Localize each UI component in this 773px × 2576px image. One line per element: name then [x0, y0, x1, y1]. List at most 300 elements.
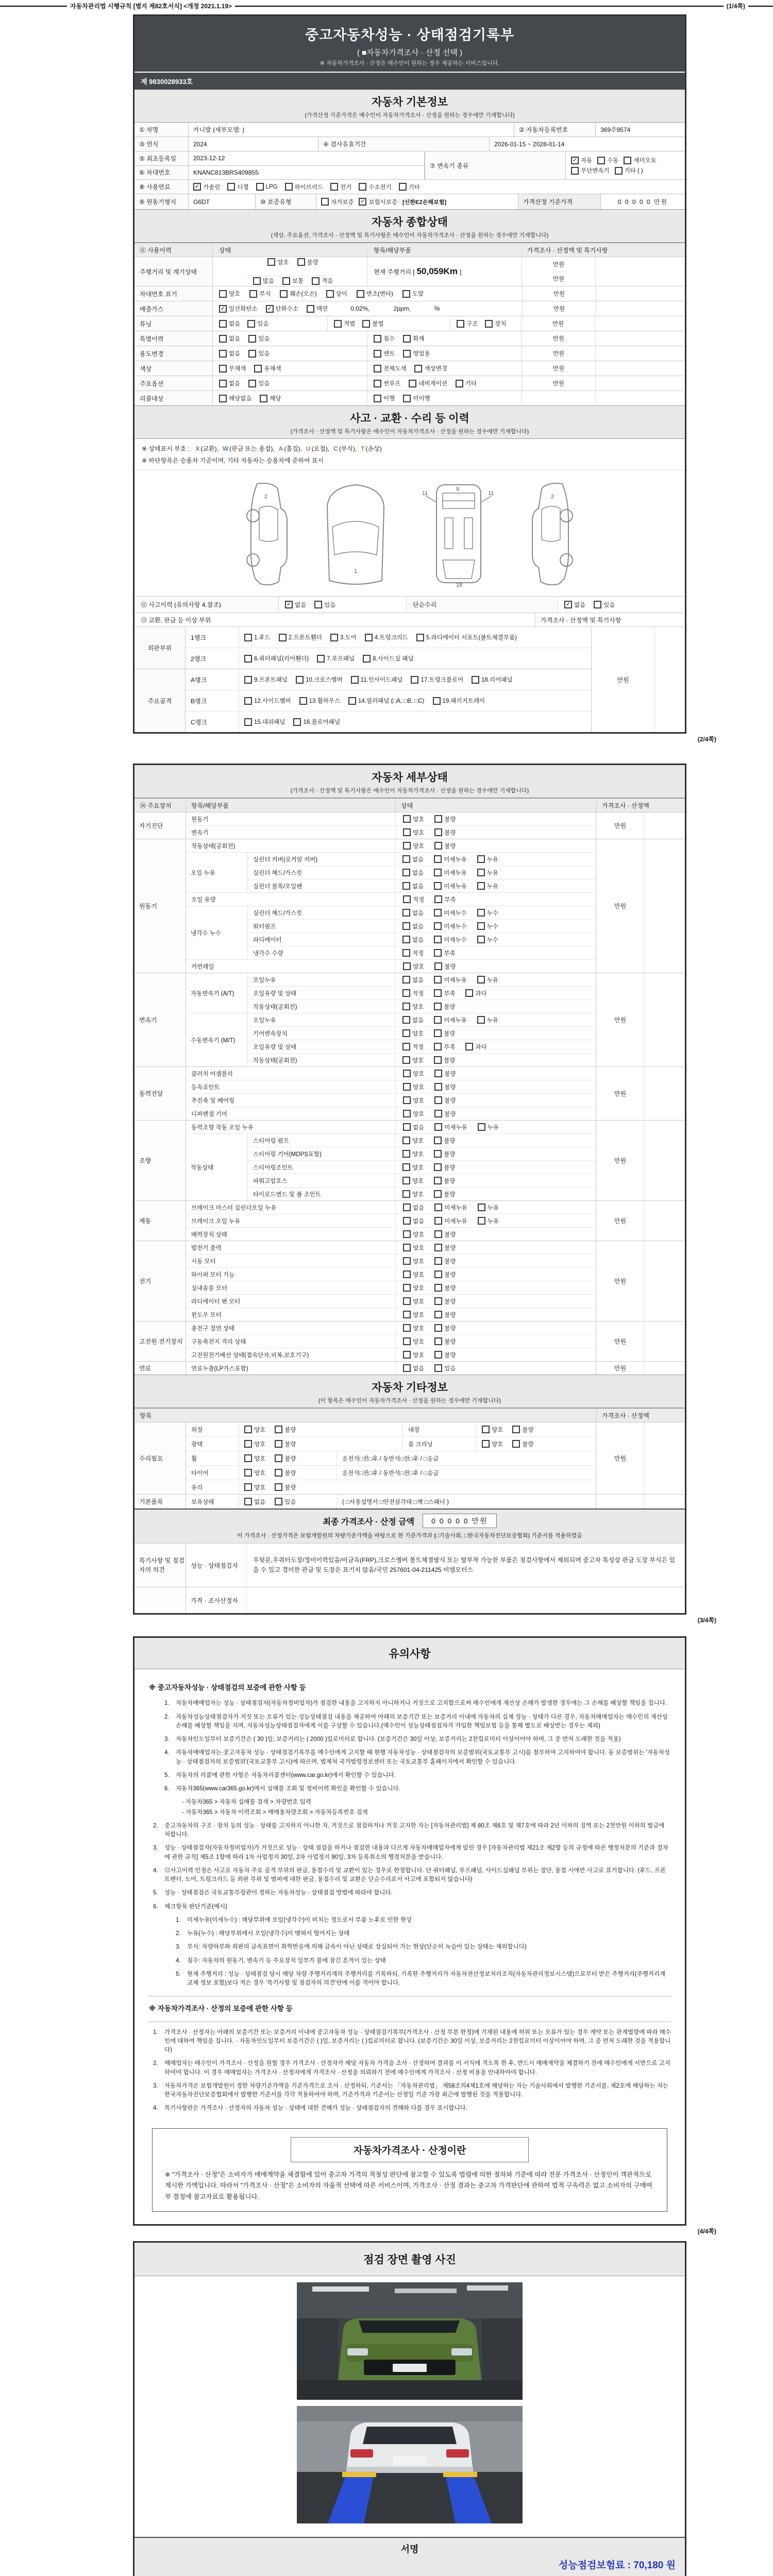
checkbox-option[interactable]: [434, 1217, 467, 1225]
checkbox-unchecked-icon[interactable]: [402, 1029, 410, 1037]
checkbox-option[interactable]: [193, 183, 220, 191]
checkbox-unchecked-icon[interactable]: [434, 976, 442, 984]
checkbox-unchecked-icon[interactable]: [312, 277, 320, 285]
checkbox-option[interactable]: [403, 394, 430, 402]
checkbox-unchecked-icon[interactable]: [365, 634, 373, 641]
checkbox-option[interactable]: [434, 1177, 455, 1185]
checkbox-unchecked-icon[interactable]: [477, 855, 485, 863]
checkbox-unchecked-icon[interactable]: [247, 320, 255, 328]
checkbox-unchecked-icon[interactable]: [244, 697, 252, 705]
checkbox-unchecked-icon[interactable]: [403, 1123, 411, 1131]
checkbox-option[interactable]: [482, 1426, 503, 1434]
checkbox-unchecked-icon[interactable]: [512, 1426, 520, 1433]
checkbox-option[interactable]: [403, 1257, 424, 1265]
checkbox-option[interactable]: [402, 922, 424, 930]
checkbox-option[interactable]: [472, 675, 512, 684]
checkbox-option[interactable]: [359, 183, 391, 191]
checkbox-option[interactable]: [409, 379, 447, 387]
checkbox-unchecked-icon[interactable]: [402, 976, 410, 984]
checkbox-option[interactable]: [434, 949, 455, 957]
checkbox-option[interactable]: [248, 379, 270, 387]
checkbox-option[interactable]: [512, 1426, 533, 1434]
checkbox-unchecked-icon[interactable]: [472, 676, 479, 684]
checkbox-option[interactable]: [434, 1070, 456, 1078]
checkbox-option[interactable]: [275, 1440, 296, 1448]
checkbox-option[interactable]: [219, 304, 258, 313]
checkbox-unchecked-icon[interactable]: [402, 869, 410, 876]
checkbox-unchecked-icon[interactable]: [434, 842, 442, 850]
checkbox-option[interactable]: [403, 1070, 424, 1078]
checkbox-unchecked-icon[interactable]: [434, 1123, 442, 1131]
checkbox-unchecked-icon[interactable]: [307, 305, 314, 313]
checkbox-unchecked-icon[interactable]: [465, 989, 473, 997]
checkbox-unchecked-icon[interactable]: [402, 1043, 410, 1050]
checkbox-unchecked-icon[interactable]: [256, 183, 264, 191]
checkbox-unchecked-icon[interactable]: [434, 1163, 442, 1171]
checkbox-checked-icon[interactable]: ✓: [193, 183, 201, 191]
checkbox-option[interactable]: [485, 319, 506, 328]
checkbox-unchecked-icon[interactable]: [359, 183, 366, 191]
checkbox-option[interactable]: [403, 1324, 424, 1332]
checkbox-option[interactable]: [285, 601, 306, 609]
checkbox-unchecked-icon[interactable]: [227, 183, 235, 191]
checkbox-unchecked-icon[interactable]: [374, 395, 381, 402]
checkbox-option[interactable]: [275, 1483, 296, 1492]
checkbox-option[interactable]: [434, 1016, 466, 1024]
checkbox-unchecked-icon[interactable]: [434, 1217, 442, 1225]
checkbox-option[interactable]: [434, 815, 456, 823]
checkbox-unchecked-icon[interactable]: [482, 1426, 490, 1433]
checkbox-option[interactable]: [219, 394, 251, 402]
checkbox-unchecked-icon[interactable]: [402, 936, 410, 943]
checkbox-option[interactable]: [477, 1016, 498, 1024]
checkbox-unchecked-icon[interactable]: [434, 1137, 442, 1144]
checkbox-option[interactable]: [365, 633, 408, 641]
checkbox-unchecked-icon[interactable]: [402, 1177, 410, 1184]
checkbox-unchecked-icon[interactable]: [434, 1177, 442, 1184]
checkbox-unchecked-icon[interactable]: [402, 949, 410, 957]
checkbox-unchecked-icon[interactable]: [434, 1311, 442, 1318]
checkbox-option[interactable]: [219, 334, 240, 343]
checkbox-option[interactable]: [434, 1003, 455, 1011]
checkbox-unchecked-icon[interactable]: [434, 1270, 442, 1278]
checkbox-unchecked-icon[interactable]: [297, 258, 305, 266]
checkbox-option[interactable]: [434, 1123, 467, 1131]
checkbox-option[interactable]: [434, 922, 466, 930]
checkbox-option[interactable]: [477, 909, 498, 917]
checkbox-option[interactable]: [296, 675, 343, 684]
checkbox-unchecked-icon[interactable]: [314, 601, 322, 608]
checkbox-option[interactable]: [244, 697, 291, 705]
checkbox-option[interactable]: [434, 895, 456, 904]
checkbox-unchecked-icon[interactable]: [402, 909, 410, 917]
checkbox-unchecked-icon[interactable]: [416, 634, 424, 641]
checkbox-unchecked-icon[interactable]: [219, 320, 227, 328]
checkbox-option[interactable]: [374, 394, 395, 402]
checkbox-unchecked-icon[interactable]: [244, 1440, 252, 1448]
checkbox-option[interactable]: [478, 1217, 499, 1225]
checkbox-unchecked-icon[interactable]: [362, 320, 370, 328]
checkbox-unchecked-icon[interactable]: [403, 1364, 411, 1372]
checkbox-option[interactable]: [403, 1204, 424, 1212]
checkbox-checked-icon[interactable]: ✓: [285, 601, 293, 608]
checkbox-unchecked-icon[interactable]: [403, 1257, 411, 1265]
checkbox-option[interactable]: [362, 319, 383, 328]
checkbox-option[interactable]: [403, 1297, 424, 1306]
checkbox-unchecked-icon[interactable]: [275, 1469, 282, 1477]
checkbox-option[interactable]: [334, 319, 355, 328]
checkbox-option[interactable]: [403, 842, 424, 850]
checkbox-option[interactable]: [403, 1270, 424, 1279]
checkbox-option[interactable]: [403, 1351, 424, 1359]
checkbox-unchecked-icon[interactable]: [330, 634, 338, 641]
checkbox-unchecked-icon[interactable]: [403, 1324, 411, 1332]
checkbox-option[interactable]: [275, 1469, 296, 1477]
checkbox-option[interactable]: [249, 290, 271, 298]
checkbox-unchecked-icon[interactable]: [434, 1029, 442, 1037]
checkbox-option[interactable]: [374, 349, 395, 358]
checkbox-unchecked-icon[interactable]: [402, 1150, 410, 1158]
checkbox-unchecked-icon[interactable]: [477, 909, 485, 917]
checkbox-option[interactable]: [403, 815, 424, 823]
checkbox-unchecked-icon[interactable]: [434, 1244, 442, 1251]
checkbox-unchecked-icon[interactable]: [402, 1056, 410, 1064]
checkbox-unchecked-icon[interactable]: [402, 1190, 410, 1198]
checkbox-option[interactable]: [434, 1056, 455, 1064]
checkbox-unchecked-icon[interactable]: [465, 1043, 473, 1050]
checkbox-unchecked-icon[interactable]: [403, 1110, 411, 1117]
checkbox-option[interactable]: [403, 1364, 424, 1372]
checkbox-option[interactable]: [312, 277, 333, 285]
checkbox-option[interactable]: [402, 290, 424, 298]
checkbox-unchecked-icon[interactable]: [244, 634, 252, 641]
checkbox-option[interactable]: [403, 1110, 424, 1118]
checkbox-option[interactable]: [402, 882, 424, 890]
checkbox-unchecked-icon[interactable]: [434, 895, 442, 903]
checkbox-option[interactable]: [275, 1498, 296, 1506]
checkbox-unchecked-icon[interactable]: [434, 1056, 442, 1064]
checkbox-unchecked-icon[interactable]: [285, 183, 293, 191]
checkbox-unchecked-icon[interactable]: [434, 1096, 442, 1104]
checkbox-option[interactable]: [434, 1204, 467, 1212]
checkbox-unchecked-icon[interactable]: [403, 815, 411, 823]
checkbox-option[interactable]: [402, 1190, 424, 1198]
checkbox-option[interactable]: [244, 1426, 265, 1434]
checkbox-option[interactable]: [411, 675, 463, 684]
checkbox-option[interactable]: [253, 277, 274, 285]
checkbox-unchecked-icon[interactable]: [477, 882, 485, 890]
checkbox-unchecked-icon[interactable]: [434, 882, 442, 890]
checkbox-option[interactable]: [434, 976, 466, 984]
checkbox-unchecked-icon[interactable]: [348, 697, 356, 705]
checkbox-unchecked-icon[interactable]: [434, 1284, 442, 1292]
checkbox-option[interactable]: [403, 334, 424, 343]
checkbox-unchecked-icon[interactable]: [434, 1351, 442, 1359]
checkbox-unchecked-icon[interactable]: [244, 1454, 252, 1462]
checkbox-unchecked-icon[interactable]: [434, 1297, 442, 1305]
checkbox-option[interactable]: [478, 1123, 499, 1131]
checkbox-option[interactable]: [317, 654, 355, 663]
checkbox-unchecked-icon[interactable]: [275, 1483, 282, 1491]
checkbox-unchecked-icon[interactable]: [403, 828, 411, 836]
checkbox-option[interactable]: [402, 1150, 424, 1158]
checkbox-unchecked-icon[interactable]: [275, 1498, 282, 1505]
checkbox-option[interactable]: [477, 869, 498, 877]
checkbox-unchecked-icon[interactable]: [326, 290, 334, 298]
checkbox-option[interactable]: [399, 183, 420, 191]
checkbox-unchecked-icon[interactable]: [434, 1110, 442, 1117]
checkbox-unchecked-icon[interactable]: [267, 258, 275, 266]
checkbox-option[interactable]: [434, 828, 456, 837]
checkbox-option[interactable]: [597, 156, 618, 164]
checkbox-unchecked-icon[interactable]: [403, 1284, 411, 1292]
checkbox-option[interactable]: [402, 1029, 424, 1038]
checkbox-option[interactable]: [477, 882, 498, 890]
checkbox-unchecked-icon[interactable]: [402, 1163, 410, 1171]
checkbox-unchecked-icon[interactable]: [477, 936, 485, 943]
checkbox-option[interactable]: [402, 1137, 424, 1145]
checkbox-option[interactable]: [482, 1440, 503, 1448]
checkbox-unchecked-icon[interactable]: [403, 395, 411, 402]
checkbox-option[interactable]: [244, 675, 288, 684]
checkbox-unchecked-icon[interactable]: [434, 1016, 442, 1024]
checkbox-option[interactable]: [297, 258, 318, 266]
checkbox-option[interactable]: [434, 882, 466, 890]
checkbox-option[interactable]: [403, 1284, 424, 1292]
checkbox-unchecked-icon[interactable]: [615, 167, 623, 175]
checkbox-unchecked-icon[interactable]: [434, 1257, 442, 1265]
checkbox-option[interactable]: [403, 1230, 424, 1239]
checkbox-option[interactable]: [434, 1029, 455, 1038]
checkbox-option[interactable]: [403, 349, 430, 358]
checkbox-unchecked-icon[interactable]: [403, 1083, 411, 1091]
checkbox-option[interactable]: [434, 1110, 456, 1118]
checkbox-unchecked-icon[interactable]: [433, 697, 441, 705]
checkbox-option[interactable]: [434, 962, 456, 971]
checkbox-unchecked-icon[interactable]: [402, 882, 410, 890]
checkbox-unchecked-icon[interactable]: [624, 157, 631, 164]
checkbox-unchecked-icon[interactable]: [434, 869, 442, 876]
checkbox-unchecked-icon[interactable]: [248, 335, 256, 343]
checkbox-unchecked-icon[interactable]: [403, 1311, 411, 1318]
checkbox-option[interactable]: [244, 654, 309, 663]
checkbox-option[interactable]: [403, 1096, 424, 1105]
checkbox-unchecked-icon[interactable]: [275, 1454, 282, 1462]
checkbox-unchecked-icon[interactable]: [249, 290, 257, 298]
checkbox-unchecked-icon[interactable]: [482, 1440, 490, 1448]
checkbox-option[interactable]: [434, 989, 455, 997]
checkbox-unchecked-icon[interactable]: [260, 395, 267, 402]
checkbox-option[interactable]: [279, 633, 322, 641]
checkbox-unchecked-icon[interactable]: [434, 962, 442, 970]
checkbox-option[interactable]: [477, 976, 498, 984]
checkbox-unchecked-icon[interactable]: [594, 601, 601, 608]
checkbox-unchecked-icon[interactable]: [244, 655, 252, 663]
checkbox-option[interactable]: [402, 1163, 424, 1172]
checkbox-unchecked-icon[interactable]: [321, 198, 329, 206]
checkbox-option[interactable]: [330, 183, 351, 191]
checkbox-option[interactable]: [434, 909, 466, 917]
checkbox-option[interactable]: [402, 855, 424, 863]
checkbox-unchecked-icon[interactable]: [244, 718, 252, 726]
checkbox-unchecked-icon[interactable]: [403, 350, 411, 358]
checkbox-option[interactable]: [434, 1324, 456, 1332]
checkbox-unchecked-icon[interactable]: [334, 320, 342, 328]
checkbox-checked-icon[interactable]: ✓: [564, 601, 572, 608]
checkbox-unchecked-icon[interactable]: [434, 1003, 442, 1010]
checkbox-unchecked-icon[interactable]: [403, 1297, 411, 1305]
checkbox-option[interactable]: [402, 1056, 424, 1064]
checkbox-option[interactable]: [402, 1177, 424, 1185]
checkbox-option[interactable]: [244, 633, 271, 641]
checkbox-unchecked-icon[interactable]: [434, 1324, 442, 1332]
checkbox-unchecked-icon[interactable]: [403, 1204, 411, 1211]
checkbox-option[interactable]: [403, 1083, 424, 1091]
checkbox-unchecked-icon[interactable]: [219, 365, 227, 372]
checkbox-unchecked-icon[interactable]: [402, 989, 410, 997]
checkbox-unchecked-icon[interactable]: [512, 1440, 520, 1448]
checkbox-unchecked-icon[interactable]: [597, 157, 605, 164]
checkbox-unchecked-icon[interactable]: [253, 277, 261, 285]
checkbox-option[interactable]: [477, 922, 498, 930]
checkbox-option[interactable]: [219, 379, 240, 387]
checkbox-unchecked-icon[interactable]: [403, 1351, 411, 1359]
checkbox-option[interactable]: [434, 1230, 456, 1239]
checkbox-option[interactable]: [351, 675, 403, 684]
checkbox-unchecked-icon[interactable]: [244, 1469, 252, 1477]
checkbox-option[interactable]: [374, 364, 406, 372]
checkbox-option[interactable]: [227, 183, 248, 191]
checkbox-unchecked-icon[interactable]: [402, 1016, 410, 1024]
checkbox-unchecked-icon[interactable]: [478, 1217, 485, 1225]
checkbox-unchecked-icon[interactable]: [456, 380, 463, 387]
checkbox-unchecked-icon[interactable]: [244, 676, 252, 684]
checkbox-option[interactable]: [374, 379, 400, 387]
checkbox-unchecked-icon[interactable]: [244, 1483, 252, 1491]
checkbox-option[interactable]: [403, 895, 424, 904]
checkbox-unchecked-icon[interactable]: [351, 676, 359, 684]
checkbox-unchecked-icon[interactable]: [374, 380, 381, 387]
checkbox-unchecked-icon[interactable]: [477, 976, 485, 984]
checkbox-option[interactable]: [282, 277, 304, 285]
checkbox-option[interactable]: [434, 1364, 456, 1372]
checkbox-unchecked-icon[interactable]: [248, 380, 256, 387]
checkbox-option[interactable]: [285, 183, 324, 191]
checkbox-option[interactable]: [465, 1043, 486, 1051]
checkbox-option[interactable]: [434, 1150, 455, 1158]
checkbox-unchecked-icon[interactable]: [244, 1426, 252, 1433]
checkbox-unchecked-icon[interactable]: [485, 320, 493, 328]
checkbox-unchecked-icon[interactable]: [219, 290, 227, 298]
checkbox-option[interactable]: [402, 909, 424, 917]
checkbox-unchecked-icon[interactable]: [434, 828, 442, 836]
checkbox-unchecked-icon[interactable]: [296, 676, 304, 684]
checkbox-unchecked-icon[interactable]: [293, 718, 301, 726]
checkbox-option[interactable]: [403, 962, 424, 971]
checkbox-unchecked-icon[interactable]: [403, 1244, 411, 1251]
checkbox-unchecked-icon[interactable]: [457, 320, 464, 328]
checkbox-option[interactable]: [477, 936, 498, 944]
checkbox-option[interactable]: [403, 828, 424, 837]
checkbox-unchecked-icon[interactable]: [434, 1150, 442, 1158]
checkbox-option[interactable]: [434, 1337, 456, 1346]
checkbox-unchecked-icon[interactable]: [219, 395, 227, 402]
checkbox-option[interactable]: [330, 633, 357, 641]
checkbox-option[interactable]: [571, 156, 592, 164]
checkbox-unchecked-icon[interactable]: [477, 869, 485, 876]
checkbox-option[interactable]: [456, 379, 477, 387]
checkbox-unchecked-icon[interactable]: [403, 895, 411, 903]
checkbox-unchecked-icon[interactable]: [248, 350, 256, 358]
checkbox-unchecked-icon[interactable]: [279, 634, 287, 641]
checkbox-option[interactable]: [275, 1454, 296, 1463]
checkbox-option[interactable]: [402, 1043, 424, 1051]
checkbox-option[interactable]: [244, 718, 285, 726]
checkbox-option[interactable]: [326, 290, 347, 298]
checkbox-unchecked-icon[interactable]: [317, 655, 325, 663]
checkbox-unchecked-icon[interactable]: [402, 290, 410, 298]
checkbox-option[interactable]: [314, 601, 335, 609]
checkbox-option[interactable]: [434, 936, 466, 944]
checkbox-unchecked-icon[interactable]: [363, 655, 371, 663]
checkbox-unchecked-icon[interactable]: [434, 949, 442, 957]
checkbox-option[interactable]: [219, 349, 240, 358]
checkbox-unchecked-icon[interactable]: [403, 842, 411, 850]
checkbox-unchecked-icon[interactable]: [275, 1440, 282, 1448]
checkbox-option[interactable]: [307, 304, 328, 313]
checkbox-unchecked-icon[interactable]: [219, 380, 227, 387]
checkbox-option[interactable]: [414, 364, 447, 372]
checkbox-unchecked-icon[interactable]: [402, 855, 410, 863]
checkbox-unchecked-icon[interactable]: [478, 1204, 485, 1211]
checkbox-unchecked-icon[interactable]: [402, 1137, 410, 1144]
checkbox-unchecked-icon[interactable]: [478, 1123, 485, 1131]
checkbox-unchecked-icon[interactable]: [434, 1083, 442, 1091]
checkbox-option[interactable]: [219, 290, 240, 298]
checkbox-option[interactable]: [403, 1311, 424, 1319]
checkbox-unchecked-icon[interactable]: [403, 1070, 411, 1077]
checkbox-unchecked-icon[interactable]: [477, 1016, 485, 1024]
checkbox-option[interactable]: [416, 633, 517, 641]
checkbox-unchecked-icon[interactable]: [403, 1230, 411, 1238]
checkbox-option[interactable]: [402, 1016, 424, 1024]
checkbox-option[interactable]: [594, 601, 615, 609]
checkbox-option[interactable]: [244, 1483, 265, 1492]
checkbox-option[interactable]: [348, 697, 425, 705]
checkbox-unchecked-icon[interactable]: [403, 335, 411, 343]
checkbox-unchecked-icon[interactable]: [357, 290, 364, 298]
checkbox-option[interactable]: [434, 1244, 456, 1252]
checkbox-unchecked-icon[interactable]: [434, 1204, 442, 1211]
checkbox-unchecked-icon[interactable]: [414, 365, 422, 372]
checkbox-unchecked-icon[interactable]: [280, 290, 288, 298]
checkbox-unchecked-icon[interactable]: [411, 676, 418, 684]
checkbox-option[interactable]: [374, 334, 395, 343]
checkbox-option[interactable]: [254, 364, 281, 372]
checkbox-option[interactable]: [402, 989, 424, 997]
checkbox-option[interactable]: [433, 697, 485, 705]
checkbox-unchecked-icon[interactable]: [434, 1190, 442, 1198]
checkbox-unchecked-icon[interactable]: [254, 365, 262, 372]
checkbox-option[interactable]: [293, 718, 340, 726]
checkbox-unchecked-icon[interactable]: [275, 1426, 282, 1433]
checkbox-option[interactable]: [434, 1284, 456, 1292]
checkbox-unchecked-icon[interactable]: [434, 1337, 442, 1345]
checkbox-unchecked-icon[interactable]: [434, 936, 442, 943]
checkbox-unchecked-icon[interactable]: [219, 350, 227, 358]
checkbox-unchecked-icon[interactable]: [434, 815, 442, 823]
checkbox-option[interactable]: [248, 334, 270, 343]
